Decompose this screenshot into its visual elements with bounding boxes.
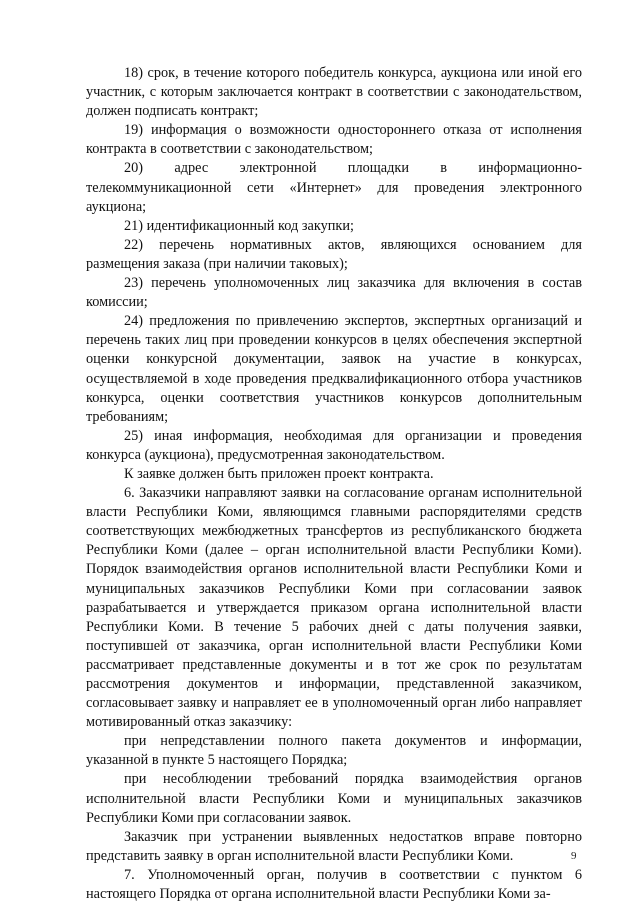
paragraph-resubmission: Заказчик при устранении выявленных недостатков вправе повторно представить заявку в орган исполнительной власти Республики Коми.: [86, 828, 582, 864]
paragraph-section-7: 7. Уполномоченный орган, получив в соответствии с пунктом 6 настоящего Порядка от органа исполнительной власти Республики Коми за-: [86, 866, 582, 903]
paragraph-contract-draft: К заявке должен быть приложен проект контракта.: [124, 465, 434, 482]
paragraph-item-22: 22) перечень нормативных актов, являющихся основанием для размещения заказа (при наличии таковых);: [86, 236, 582, 272]
paragraph-section-6: 6. Заказчики направляют заявки на согласование органам исполнительной власти Республики Коми, являющимся главными распорядителями средств соответствующих межбюджетных трансфертов из республиканского бюджета Республики Коми (далее – орган исполнительной власти Республики Коми). Порядок взаимодействия органов исполнительной власти Республики Коми и муниципальных заказчиков Республики Коми при согласовании заявок разрабатывается и утверждается приказом органа исполнительной власти Республики Коми. В течение 5 рабочих дней с даты получения заявки, поступившей от заказчика, орган исполнительной власти Республики Коми рассматривает представленные документы и в тот же срок по результатам рассмотрения документов и информации, представленной заказчиком, согласовывает заявку и направляет ее в уполномоченный орган либо направляет мотивированный отказ заказчику:: [86, 485, 582, 731]
paragraph-item-24: 24) предложения по привлечению экспертов, экспертных организаций и перечень таких лиц при проведении конкурсов в целях обеспечения экспертной оценки конкурсной документации, заявок на участие в конкурсах, осуществляемой в ходе проведения предквалификационного отбора участников конкурса, оценки соответствия участников конкурсов дополнительным требованиям;: [86, 313, 582, 425]
paragraph-refusal-reason-2: при несоблюдении требований порядка взаимодействия органов исполнительной власти Республики Коми и муниципальных заказчиков Республики Коми при согласовании заявок.: [86, 771, 582, 826]
paragraph-item-20: 20) адрес электронной площадки в информационно-телекоммуникационной сети «Интернет» для проведения электронного аукциона;: [86, 160, 582, 215]
page-number: 9: [571, 850, 577, 862]
paragraph-item-18: 18) срок, в течение которого победитель конкурса, аукциона или иной его участник, с которым заключается контракт в соответствии с законодательством, должен подписать контракт;: [86, 65, 582, 120]
paragraph-refusal-reason-1: при непредставлении полного пакета документов и информации, указанной в пункте 5 настоящего Порядка;: [86, 733, 582, 769]
document-body: [86, 64, 582, 904]
paragraph-item-23: 23) перечень уполномоченных лиц заказчика для включения в состав комиссии;: [86, 275, 582, 311]
paragraph-item-21: 21) идентификационный код закупки;: [124, 217, 354, 234]
paragraph-item-19: 19) информация о возможности одностороннего отказа от исполнения контракта в соответствии с законодательством;: [86, 122, 582, 158]
paragraph-item-25: 25) иная информация, необходимая для организации и проведения конкурса (аукциона), предусмотренная законодательством.: [86, 427, 582, 463]
